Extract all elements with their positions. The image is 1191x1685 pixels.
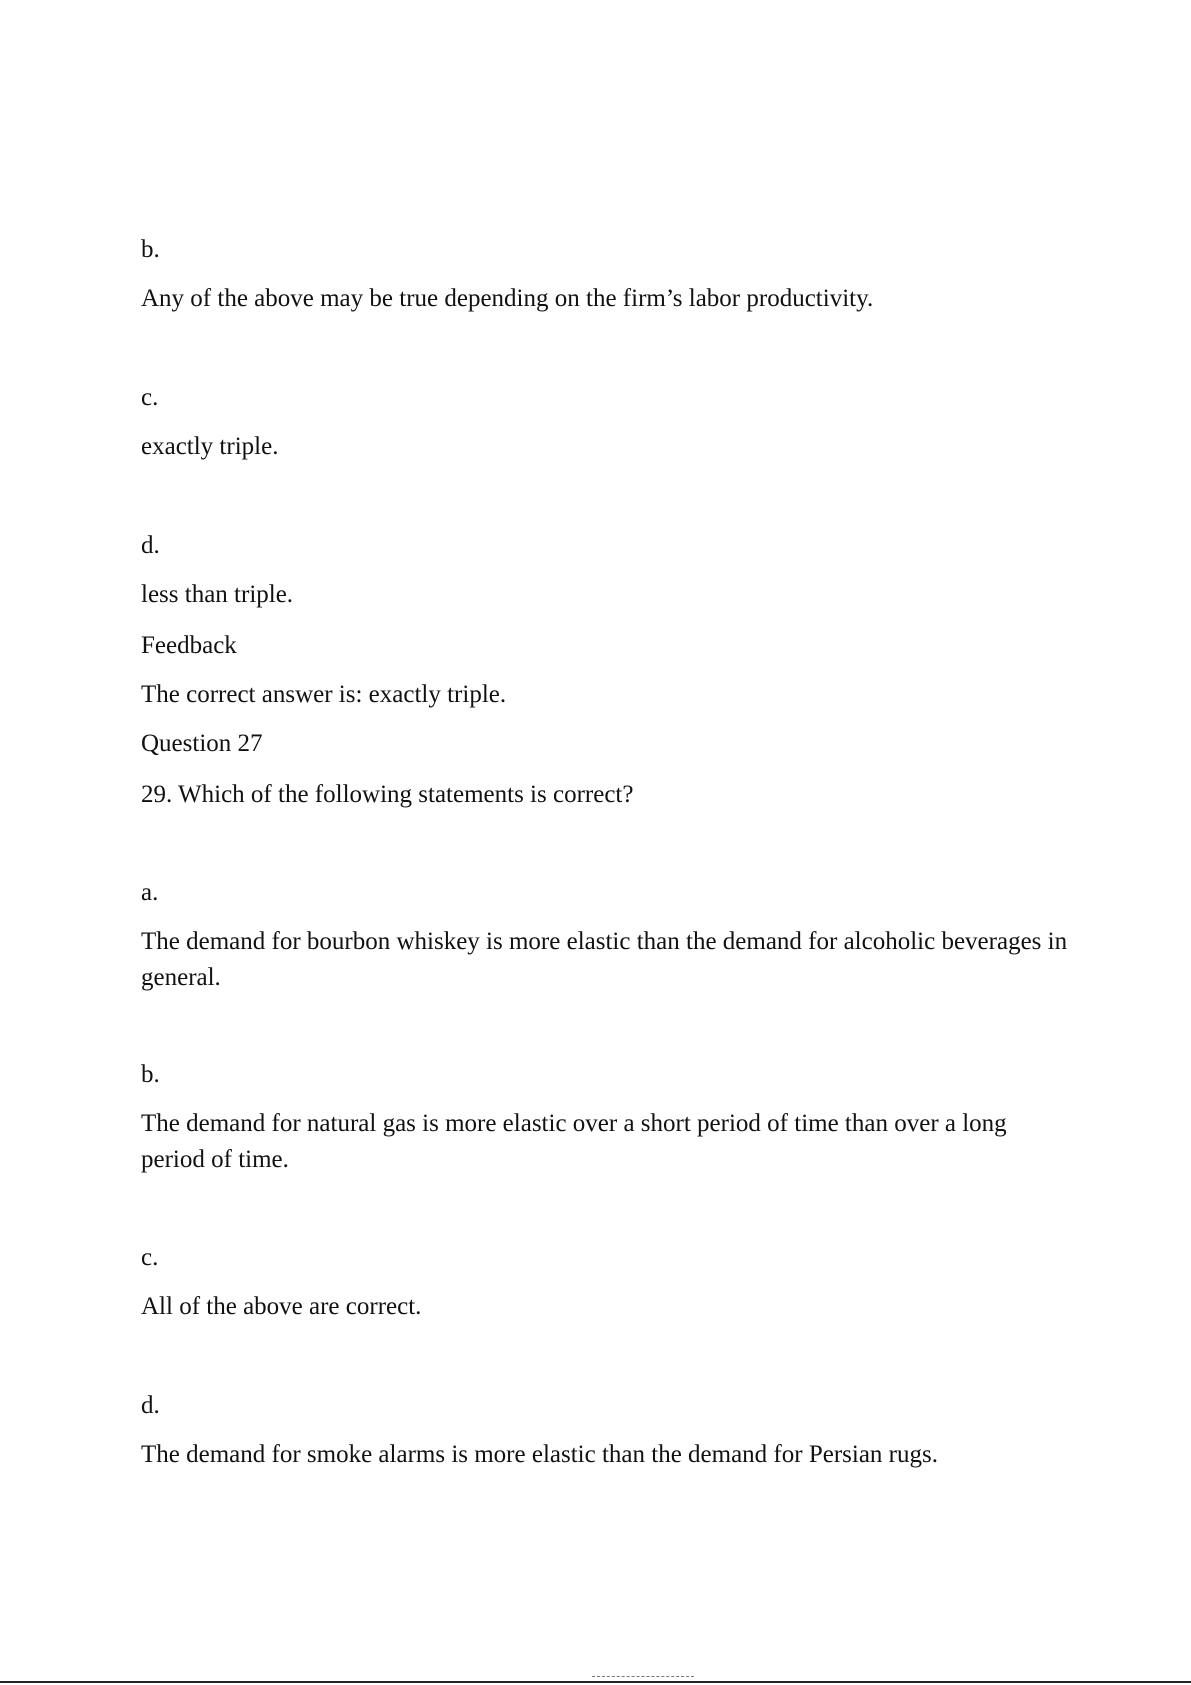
option-letter: a. [141, 879, 159, 906]
option-text: The demand for smoke alarms is more elastic than the demand for Persian rugs. [141, 1441, 938, 1468]
option-text: All of the above are correct. [141, 1293, 422, 1320]
option-letter: b. [141, 1061, 160, 1088]
option-text: Any of the above may be true depending on the firm’s labor productivity. [141, 285, 874, 312]
page-bottom-rule [0, 1681, 1191, 1683]
option-text: less than triple. [141, 581, 294, 608]
feedback-text: The correct answer is: exactly triple. [141, 681, 507, 708]
option-text: The demand for natural gas is more elastic over a short period of time than over a long period of time. [141, 1110, 1007, 1173]
option-letter: c. [141, 384, 159, 411]
option-letter: d. [141, 532, 160, 559]
option-text: The demand for bourbon whiskey is more elastic than the demand for alcoholic beverages in general. [141, 928, 1068, 991]
option-letter: c. [141, 1244, 159, 1271]
option-text: exactly triple. [141, 433, 279, 460]
feedback-label: Feedback [141, 632, 237, 659]
option-letter: d. [141, 1392, 160, 1419]
question-prompt: 29. Which of the following statements is correct? [141, 781, 634, 808]
option-letter: b. [141, 236, 160, 263]
question-header: Question 27 [141, 730, 263, 757]
